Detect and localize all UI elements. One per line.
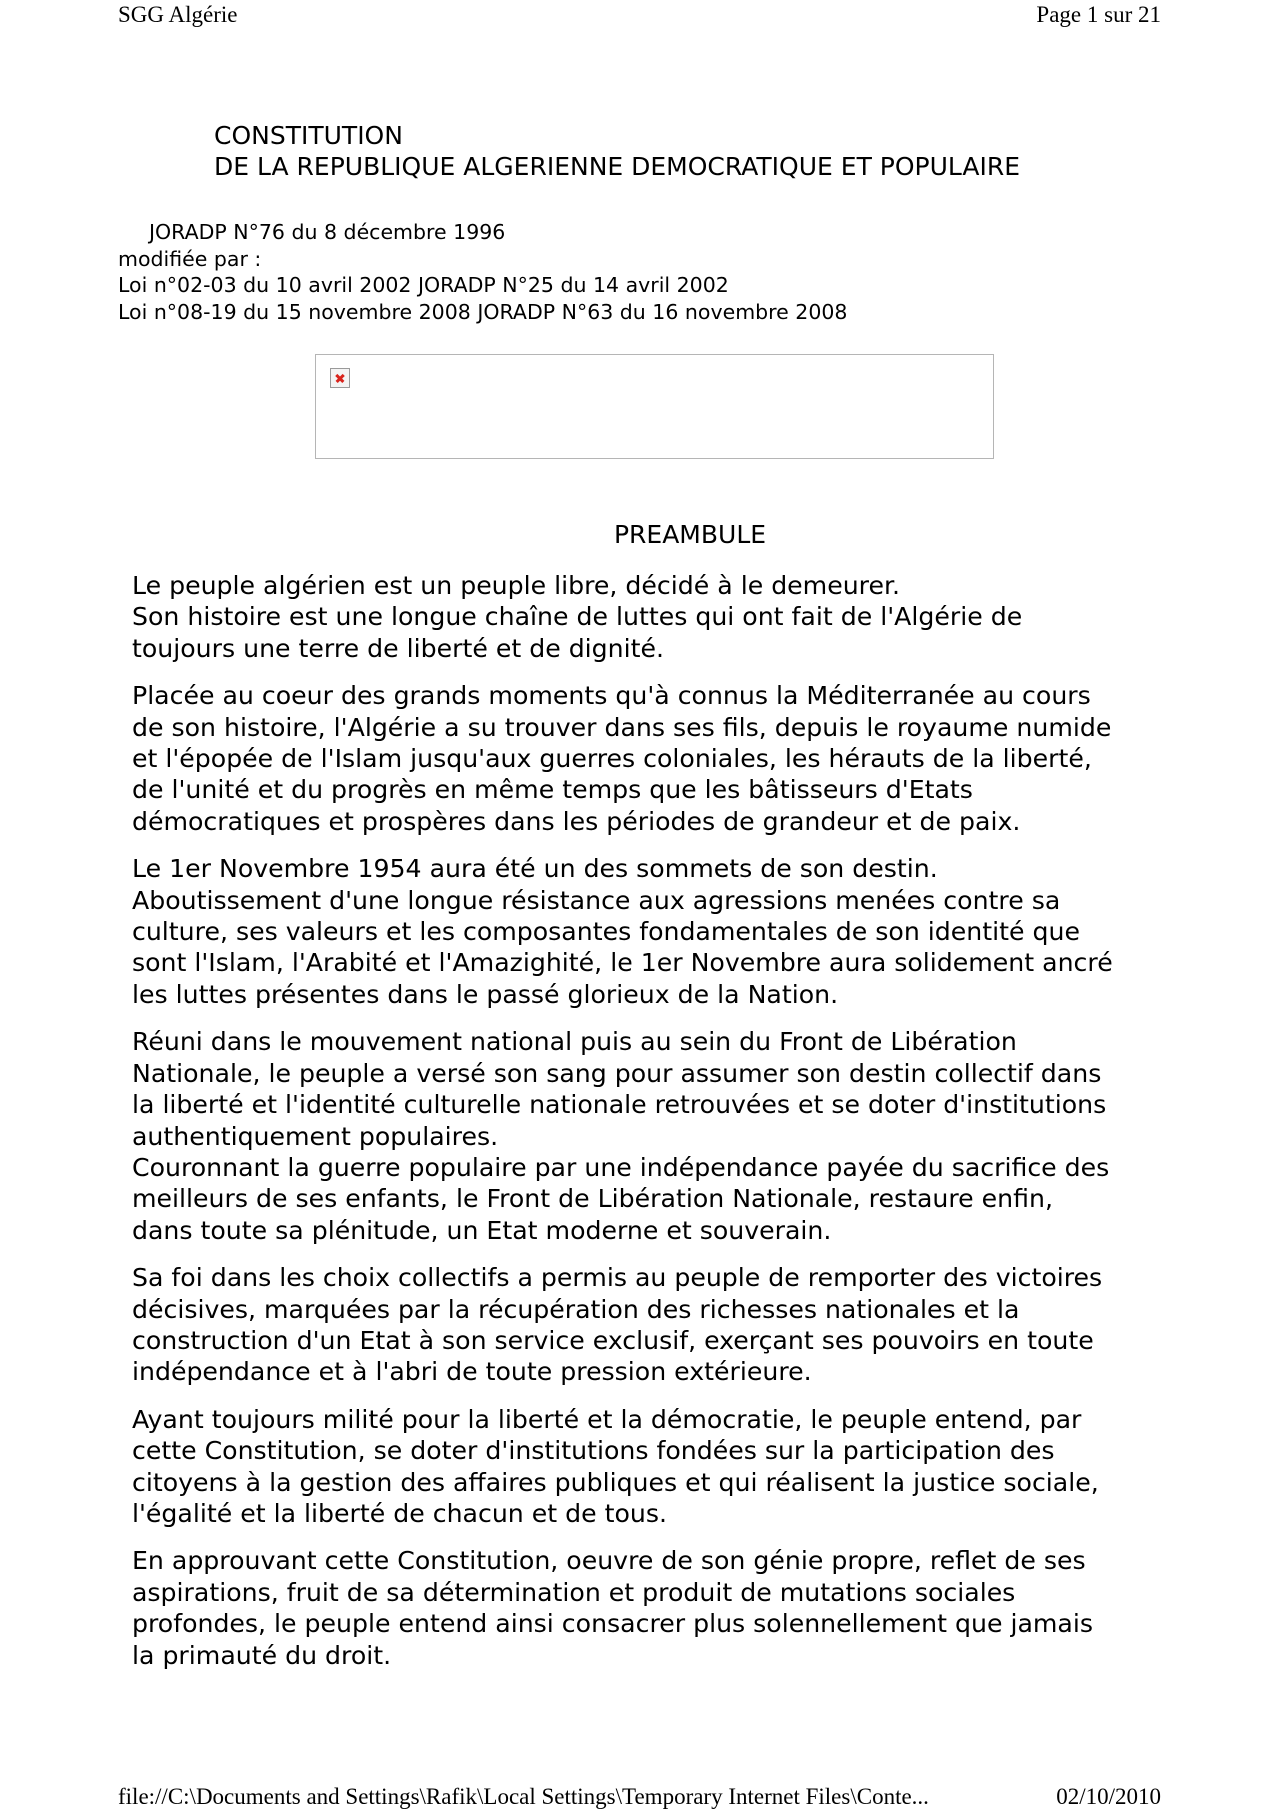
- text-line: de l'unité et du progrès en même temps que les bâtisseurs d'Etats: [132, 775, 973, 805]
- text-line: cette Constitution, se doter d'institutions fondées sur la participation des: [132, 1436, 1055, 1466]
- text-line: Couronnant la guerre populaire par une indépendance payée du sacrifice des: [132, 1152, 1110, 1182]
- text-line: démocratiques et prospères dans les périodes de grandeur et de paix.: [132, 806, 1021, 836]
- broken-image-icon: [330, 368, 350, 388]
- text-line: Aboutissement d'une longue résistance aux agressions menées contre sa: [132, 885, 1061, 915]
- text-line: Placée au coeur des grands moments qu'à connus la Méditerranée au cours: [132, 681, 1091, 711]
- text-line: citoyens à la gestion des affaires publiques et qui réalisent la justice sociale,: [132, 1467, 1099, 1497]
- text-line: Le peuple algérien est un peuple libre, décidé à le demeurer.: [132, 571, 901, 600]
- text-line: meilleurs de ses enfants, le Front de Libération Nationale, restaure enfin,: [132, 1184, 1053, 1214]
- modified-by-label: modifiée par :: [118, 246, 262, 271]
- text-line: la liberté et l'identité culturelle nationale retrouvées et se doter d'institutions: [132, 1090, 1107, 1120]
- text-line: et l'épopée de l'Islam jusqu'aux guerres coloniales, les hérauts de la liberté,: [132, 744, 1092, 774]
- paragraph: [132, 1545, 1162, 1671]
- paragraph: [132, 1404, 1162, 1530]
- preambule-heading: PREAMBULE: [613, 520, 767, 549]
- paragraph: [132, 853, 1162, 1010]
- text-line: En approuvant cette Constitution, oeuvre de son génie propre, reflet de ses: [132, 1546, 1086, 1576]
- text-line: toujours une terre de liberté et de dignité.: [132, 633, 665, 663]
- text-line: aspirations, fruit de sa détermination et produit de mutations sociales: [132, 1577, 1016, 1607]
- header-source: SGG Algérie: [118, 2, 238, 27]
- text-line: la primauté du droit.: [132, 1640, 392, 1670]
- text-line: Réuni dans le mouvement national puis au sein du Front de Libération: [132, 1027, 1017, 1057]
- text-line: décisives, marquées par la récupération des richesses nationales et la: [132, 1294, 1020, 1324]
- text-line: Le 1er Novembre 1954 aura été un des sommets de son destin.: [132, 854, 938, 884]
- document-title: [214, 120, 1020, 182]
- amending-law-1: Loi n°02-03 du 10 avril 2002 JORADP N°25 du 14 avril 2002: [118, 273, 729, 297]
- text-line: Ayant toujours milité pour la liberté et la démocratie, le peuple entend, par: [132, 1404, 1082, 1434]
- image-placeholder: [315, 354, 994, 459]
- amending-law-2: Loi n°08-19 du 15 novembre 2008 JORADP N°63 du 16 novembre 2008: [118, 299, 848, 324]
- title-line-1: CONSTITUTION: [214, 121, 403, 150]
- text-line: Nationale, le peuple a versé son sang pour assumer son destin collectif dans: [132, 1058, 1102, 1088]
- text-line: culture, ses valeurs et les composantes fondamentales de son identité que: [132, 917, 1080, 947]
- title-line-2: DE LA REPUBLIQUE ALGERIENNE DEMOCRATIQUE ET POPULAIRE: [214, 152, 1021, 181]
- paragraph: [132, 1262, 1162, 1388]
- text-line: Son histoire est une longue chaîne de luttes qui ont fait de l'Algérie de: [132, 602, 1023, 632]
- preambule-body: [132, 570, 1162, 1687]
- paragraph: [132, 1026, 1162, 1246]
- page-indicator: Page 1 sur 21: [1036, 2, 1161, 27]
- text-line: dans toute sa plénitude, un Etat moderne et souverain.: [132, 1215, 832, 1245]
- text-line: construction d'un Etat à son service exclusif, exerçant ses pouvoirs en toute: [132, 1325, 1094, 1355]
- footer-file-path: file://C:\Documents and Settings\Rafik\Local Settings\Temporary Internet Files\Conte...: [118, 1784, 929, 1809]
- text-line: l'égalité et la liberté de chacun et de tous.: [132, 1498, 668, 1528]
- text-line: les luttes présentes dans le passé glorieux de la Nation.: [132, 979, 839, 1009]
- footer-date: 02/10/2010: [1056, 1784, 1161, 1809]
- paragraph: [132, 680, 1162, 837]
- text-line: indépendance et à l'abri de toute pression extérieure.: [132, 1357, 812, 1387]
- text-line: de son histoire, l'Algérie a su trouver dans ses fils, depuis le royaume numide: [132, 712, 1112, 742]
- text-line: profondes, le peuple entend ainsi consacrer plus solennellement que jamais: [132, 1609, 1093, 1639]
- text-line: Sa foi dans les choix collectifs a permis au peuple de remporter des victoires: [132, 1263, 1103, 1293]
- text-line: sont l'Islam, l'Arabité et l'Amazighité, le 1er Novembre aura solidement ancré: [132, 948, 1113, 978]
- text-line: authentiquement populaires.: [132, 1121, 499, 1151]
- publication-info: [118, 219, 847, 325]
- journal-reference: JORADP N°76 du 8 décembre 1996: [149, 220, 506, 244]
- paragraph: [132, 570, 1162, 664]
